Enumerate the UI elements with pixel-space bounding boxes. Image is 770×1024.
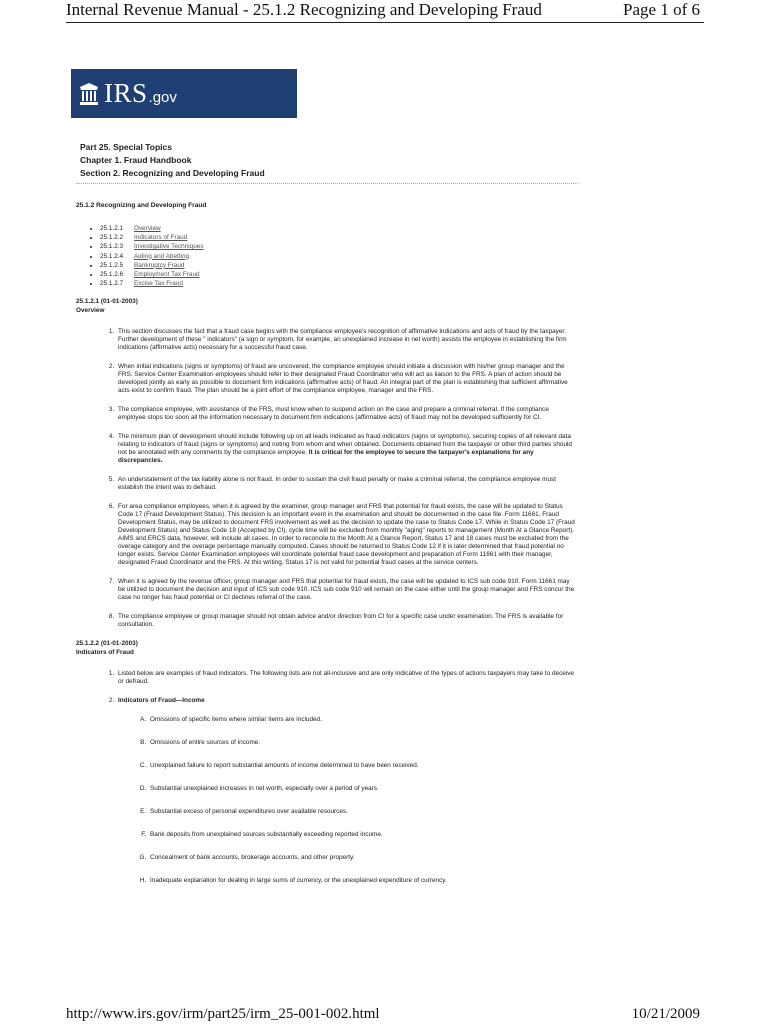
section-title: Indicators of Fraud [76,648,134,656]
list-item: F. Bank deposits from unexplained sources substantially exceeding reported income. [148,831,578,839]
paragraph [116,433,578,465]
list-item: C. Unexplained failure to report substantial amounts of income determined to have been received. [148,762,578,770]
breadcrumb [80,141,265,180]
footer-date: 10/21/2009 [631,1006,700,1022]
toc-link-excise-tax-fraud[interactable]: Excise Tax Fraud [134,280,183,288]
income-indicator-list [118,716,578,885]
toc-link-investigative-techniques[interactable]: Investigative Techniques [134,243,204,251]
list-item: D. Substantial unexplained increases in net worth, especially over a period of years. [148,785,578,793]
subsection-title: Indicators of Fraud—Income [118,697,205,705]
paragraph: 1. Listed below are examples of fraud indicators. The following lists are not all-inclusive and are only indicative of the types of actions taxpayers may take to deceive or defraud. [116,670,578,686]
footer-url[interactable]: http://www.irs.gov/irm/part25/irm_25-001-002.html [66,1006,380,1022]
list-item: G. Concealment of bank accounts, brokerage accounts, and other property. [148,854,578,862]
section-title: Overview [76,306,105,314]
section-number: 25.1.2.1 (01-01-2003) [76,298,138,306]
logo-gov-text: .gov [148,89,177,106]
logo-irs-text: IRS [104,78,148,108]
toc-item [100,233,578,242]
toc-item [100,252,578,261]
paragraph [116,697,578,885]
paragraph: 5. An understatement of the tax liability alone is not fraud. In order to sustain the civil fraud penalty or make a criminal referral, the compliance employee must establish the intent was to defraud. [116,476,578,492]
paragraph: 8. The compliance employee or group manager should not obtain advice and/or direction from CI for a specific case under examination. The FRS is available for consultation. [116,613,578,629]
toc-link-aiding-and-abetting[interactable]: Aiding and Abetting [134,252,190,260]
toc-number: 25.1.2.3 [100,243,124,251]
section-number: 25.1.2.2 (01-01-2003) [76,640,138,648]
toc-item [100,279,578,288]
breadcrumb-section: Section 2. Recognizing and Developing Fraud [80,168,265,178]
toc-link-overview[interactable]: Overview [134,225,161,232]
breadcrumb-part: Part 25. Special Topics [80,142,172,152]
irs-eagle-icon [77,81,101,107]
irs-logo[interactable] [71,69,297,118]
toc-number: 25.1.2.4 [100,252,124,260]
breadcrumb-divider [76,183,578,184]
toc-number: 25.1.2.2 [100,234,124,242]
section-heading-indicators [76,640,578,657]
toc-link-employment-tax-fraud[interactable]: Employment Tax Fraud [134,271,200,279]
section-heading-overview [76,298,578,315]
toc-number: 25.1.2.1 [100,225,124,232]
paragraph: 7. When it is agreed by the revenue officer, group manager and FRS that potential for fraud exists, the case will be updated to ICS sub code 910. Form 11661 may be utilized to document the decision and input of ICS sub code 910. ICS sub code 910 will remain on the case either until the group manager and FRS concur the case no longer has fraud potential or CI declines referral of the case. [116,578,578,602]
main-content [76,202,578,900]
document-header-title: Internal Revenue Manual - 25.1.2 Recognizing and Developing Fraud [66,0,542,19]
paragraph: 1. This section discusses the fact that a fraud case begins with the compliance employee's recognition of affirmative indications and acts of fraud by the taxpayer. Further development of these " indicators" (a sign or symptom, for example, an unexplained increase in net worth) assists the employee in establishing the firm indications (affirmative acts) necessary for a successful fraud case. [116,328,578,352]
overview-paragraphs [76,328,578,629]
toc-number: 25.1.2.5 [100,261,124,269]
table-of-contents [76,224,578,288]
indicators-paragraphs [76,670,578,885]
page-heading: 25.1.2 Recognizing and Developing Fraud [76,202,207,209]
list-item: A. Omissions of specific items where similar items are included. [148,716,578,724]
toc-item [100,242,578,251]
page-number: Page 1 of 6 [623,0,700,19]
toc-link-bankruptcy-fraud[interactable]: Bankruptcy Fraud [134,261,185,269]
toc-number: 25.1.2.7 [100,280,124,288]
paragraph-text: The minimum plan of development should include following up on all leads indicated as fraud indicators (signs or symptoms), securing copies of all relevant data relating to indicators of fraud (signs or symptoms) and noting from whom and when obtained. Documents obtained from the taxpayer or other third parties should not be annotated with any comments by the compliance employee. [118,433,572,457]
paragraph-emphasis: It is critical for the employee to secure the taxpayer's explanations for any discrepancies. [118,449,534,465]
list-item: H. Inadequate explanation for dealing in large sums of currency, or the unexplained expenditure of currency. [148,877,578,885]
paragraph: 2. When initial indications (signs or symptoms) of fraud are uncovered, the compliance employee should initiate a discussion with his/her group manager and the FRS. Service Center Examination employees should refer to their designated Fraud Coordinator who will act as liaison to the FRS. A plan of action should be developed jointly as early as possible to document firm indications (affirmative acts) of fraud. An integral part of the plan is establishing that sufficient affirmative acts exist to confirm fraud. The plan should be a joint effort of the compliance employee, manager and the FRS. [116,363,578,395]
toc-link-indicators-of-fraud[interactable]: Indicators of Fraud [134,234,188,242]
paragraph: 3. The compliance employee, with assistance of the FRS, must know when to suspend action on the case and prepare a criminal referral. If the compliance employee stops too soon all the information necessary to document firm indications (affirmative acts) of fraud may not be developed sufficiently for CI. [116,406,578,422]
paragraph: 6. For area compliance employees, when it is agreed by the examiner, group manager and FRS that potential for fraud exists, the case will be updated to Status Code 17 (Fraud Development Status). This decision is an important event in the examination and should be documented in the case file. Form 11661, Fraud Development Status, may be utilized to document FRS involvement as well as the decision to update the case to Status Code 17. While in Status Code 17 (Fraud Development Status) and Status Code 18 (Accepted by CI), cycle time will be excluded from monthly "aging" reports to management (Month At a Glance Report). AIMS and ERCS data, however, will include all cases. In order to reconcile to the Month At a Glance Report, Status 17 and 18 cases must be excluded from the overage category and the overage percentage manually computed. Cases should be returned to Status Code 12 if it is later determined that fraud potential no longer exists. Service Center Examination employees will coordinate potential fraud case development and preparation of Form 11661 with their manager, designated Fraud Coordinator and the FRS. At this writing, Status 17 is not valid for potential fraud cases at the service centers. [116,503,578,567]
list-item: B. Omissions of entire sources of income. [148,739,578,747]
toc-item [100,261,578,270]
list-item: E. Substantial excess of personal expenditures over available resources. [148,808,578,816]
header-divider [66,22,704,23]
toc-number: 25.1.2.6 [100,271,124,279]
breadcrumb-chapter: Chapter 1. Fraud Handbook [80,155,192,165]
toc-item [100,224,578,233]
toc-item [100,270,578,279]
